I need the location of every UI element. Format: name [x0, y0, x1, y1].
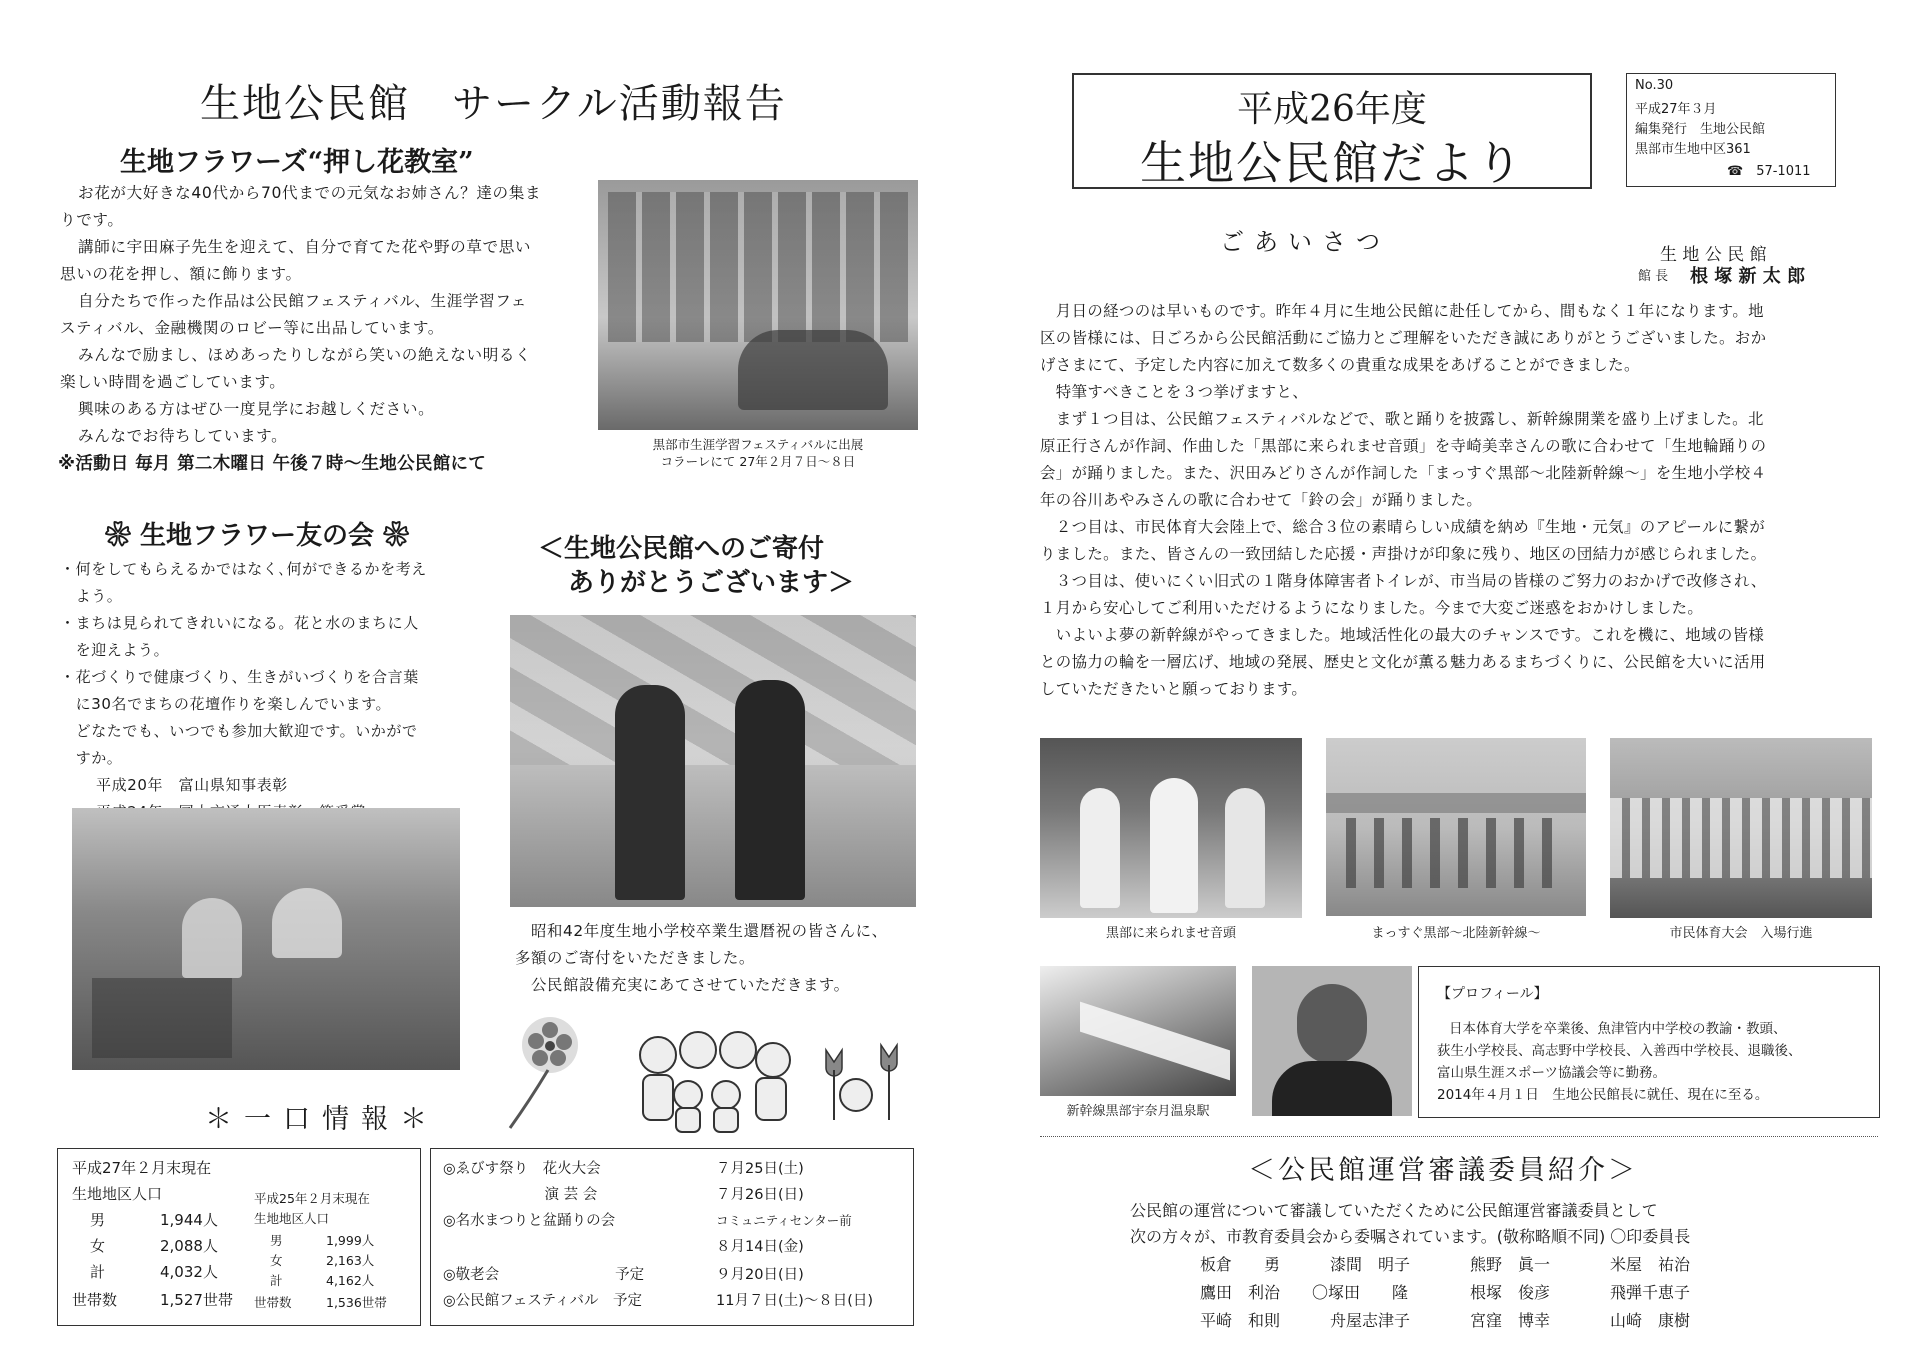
- event-date: ８月14日(金): [716, 1239, 804, 1255]
- friends-line: ・まちは見られてきれいになる。花と水のまちに人: [60, 614, 419, 632]
- masthead-box: [1072, 73, 1592, 189]
- event-name: ◎公民館フェスティバル 予定: [443, 1293, 642, 1309]
- sports-parade-photo: [1610, 738, 1872, 918]
- station-photo-caption: 新幹線黒部宇奈月温泉駅: [1066, 1104, 1210, 1119]
- donation-line: 公民館設備充実にあてさせていただきます。: [531, 976, 850, 994]
- flowers-schedule: ※活動日 毎月 第二木曜日 午後７時～生地公民館にて: [58, 454, 487, 474]
- greeting-director-title: 館 長: [1638, 269, 1669, 284]
- member: 宮窪 博幸: [1470, 1311, 1551, 1330]
- flowers-line: りです。: [60, 211, 124, 229]
- friends-line: ・花づくりで健康づくり、生きがいづくりを合言葉: [60, 668, 419, 686]
- event-name: ◎敬老会 予定: [443, 1267, 645, 1283]
- greeting-line: いよいよ夢の新幹線がやってきました。地域活性化の最大のチャンスです。これを機に、地域の皆様: [1040, 626, 1765, 644]
- flowers-line: 楽しい時間を過ごしています。: [60, 373, 286, 391]
- shinkansen-dance-photo: [1326, 738, 1586, 916]
- station-photo: [1040, 966, 1236, 1096]
- profile-heading: 【プロフィール】: [1437, 986, 1548, 1002]
- greeting-org: 生 地 公 民 館: [1660, 245, 1767, 265]
- profile-line: 日本体育大学を卒業後、魚津管内中学校の教諭・教頭、: [1449, 1021, 1787, 1037]
- issue-phone: ☎ 57-1011: [1727, 164, 1811, 179]
- pop2-total-value: 4,162人: [326, 1273, 375, 1288]
- profile-box: [1418, 966, 1880, 1118]
- greeting-line: 原正行さんが作詞、作曲した「黒部に来られませ音頭」を寺崎美幸さんの歌に合わせて「生地輪踊りの: [1040, 437, 1767, 455]
- issue-publisher: 編集発行 生地公民館: [1635, 122, 1766, 137]
- donation-heading-line1: ＜生地公民館へのご寄付: [538, 534, 825, 564]
- info-heading: ＊一口情報＊: [205, 1104, 439, 1135]
- pop-female-value: 2,088人: [160, 1237, 218, 1255]
- flowers-line: お花が大好きな40代から70代までの元気なお姉さん？達の集ま: [78, 184, 542, 202]
- friends-line: すか。: [60, 749, 123, 767]
- donation-line: 多額のご寄付をいただきました。: [515, 949, 755, 967]
- issue-address: 黒部市生地中区361: [1635, 142, 1751, 157]
- dance-photo: [1040, 738, 1302, 918]
- committee-intro: 次の方々が、市教育委員会から委嘱されています。(敬称略順不同) 〇印委員長: [1130, 1227, 1691, 1246]
- friends-line: に30名でまちの花壇作りを楽しんでいます。: [60, 695, 392, 713]
- greeting-line: りました。また、皆さんの一致団結した応援・声掛けが印象に残り、地区の団結力が感じられました。: [1040, 545, 1767, 563]
- pop-total-value: 4,032人: [160, 1263, 218, 1281]
- member: 鷹田 利治: [1200, 1283, 1281, 1302]
- sports-parade-caption: 市民体育大会 入場行進: [1669, 926, 1813, 941]
- pop-female-label: 女: [90, 1237, 106, 1255]
- masthead-year: 平成26年度: [1237, 89, 1427, 130]
- donation-photo: [510, 615, 916, 907]
- exhibition-photo-caption: 黒部市生涯学習フェスティバルに出展 コラーレにて 27年２月７日～８日: [652, 437, 864, 469]
- pop-date: 平成27年２月末現在: [72, 1159, 212, 1177]
- member: 舟屋志津子: [1330, 1311, 1411, 1330]
- pop2-date: 平成25年２月末現在: [254, 1191, 370, 1206]
- committee-intro: 公民館の運営について審議していただくために公民館運営審議委員として: [1130, 1201, 1658, 1220]
- shinkansen-dance-caption: まっすぐ黒部～北陸新幹線～: [1371, 926, 1541, 941]
- event-name: ◎ゑびす祭り 花火大会: [443, 1161, 601, 1177]
- pop-male-value: 1,944人: [160, 1211, 218, 1229]
- flowers-line: みんなでお待ちしています。: [78, 427, 288, 445]
- greeting-heading: ごあいさつ: [1220, 228, 1390, 256]
- event-name: 演 芸 会: [443, 1187, 598, 1203]
- member: 根塚 俊彦: [1470, 1283, 1551, 1302]
- flowers-text: [60, 180, 590, 450]
- households-value: 1,527世帯: [160, 1291, 233, 1309]
- tulip-illustration: [806, 1040, 916, 1125]
- greeting-line: １月から安心してご利用いただけるようになりました。今まで大変ご迷惑をおかけしました。: [1040, 599, 1704, 617]
- issue-date: 平成27年３月: [1635, 102, 1717, 117]
- greeting-line: 会」が踊りました。また、沢田みどりさんが作詞した「まっすぐ黒部～北陸新幹線～」を生地小学校４: [1040, 464, 1767, 482]
- population-box: [57, 1148, 421, 1326]
- pop2-male-value: 1,999人: [326, 1233, 375, 1248]
- greeting-line: 特筆すべきことを３つ挙げますと、: [1040, 383, 1309, 401]
- pop2-female-value: 2,163人: [326, 1253, 375, 1268]
- households-label: 世帯数: [72, 1291, 118, 1309]
- section-divider: [1040, 1136, 1878, 1137]
- greeting-text: [1040, 298, 1880, 703]
- event-date: ７月25日(土): [716, 1161, 804, 1177]
- greeting-line: ２つ目は、市民体育大会陸上で、総合３位の素晴らしい成績を納め『生地・元気』のアピールに繋が: [1040, 518, 1766, 536]
- flowers-line: 興味のある方はぜひ一度見学にお越しください。: [78, 400, 435, 418]
- pop2-total-label: 計: [270, 1273, 283, 1288]
- event-date: コミュニティセンター前: [716, 1213, 852, 1228]
- member: 板倉 勇: [1200, 1255, 1281, 1274]
- flowers-line: 講師に宇田麻子先生を迎えて、自分で育てた花や野の草で思い: [78, 238, 532, 256]
- greeting-line: との協力の輪を一層広げ、地域の発展、歴史と文化が薫る魅力あるまちづくりに、公民館を大いに活用: [1040, 653, 1766, 671]
- greeting-line: 年の谷川あやみさんの歌に合わせて「鈴の会」が踊りました。: [1040, 491, 1483, 509]
- greeting-line: ３つ目は、使いにくい旧式の１階身体障害者トイレが、市当局の皆様のご努力のおかげで改修され、: [1040, 572, 1767, 590]
- issue-number: No.30: [1635, 78, 1674, 93]
- greeting-line: していただきたいと願っております。: [1040, 680, 1308, 698]
- flowers-line: スティバル、金融機関のロビー等に出品しています。: [60, 319, 444, 337]
- flowers-heading: 生地フラワーズ“押し花教室”: [120, 147, 474, 178]
- pop-male-label: 男: [90, 1211, 106, 1229]
- events-box: [430, 1148, 914, 1326]
- flowers-line: みんなで励まし、ほめあったりしながら笑いの絶えない明るく: [78, 346, 532, 364]
- member: 平崎 和則: [1200, 1311, 1281, 1330]
- greeting-line: げさまにて、予定した内容に加えて数多くの貴重な成果をあげることができました。: [1040, 356, 1640, 374]
- profile-line: 荻生小学校長、高志野中学校長、入善西中学校長、退職後、: [1437, 1043, 1802, 1059]
- pop-label: 生地地区人口: [72, 1185, 163, 1203]
- friends-line: よう。: [60, 587, 123, 605]
- pop2-female-label: 女: [270, 1253, 283, 1268]
- exhibition-photo: [598, 180, 918, 430]
- masthead-title: 生地公民館だより: [1140, 136, 1524, 190]
- member: 飛弾千恵子: [1610, 1283, 1691, 1302]
- greeting-line: 区の皆様には、日ごろから公民館活動にご協力とご理解をいただき誠にありがとうございました。おか: [1040, 329, 1767, 347]
- member: 熊野 眞一: [1470, 1255, 1551, 1274]
- event-date: ７月26日(日): [716, 1187, 804, 1203]
- donation-heading-line2: ありがとうございます＞: [568, 568, 855, 598]
- committee-heading: ＜公民館運営審議委員紹介＞: [1248, 1155, 1638, 1186]
- friends-line: ・何をしてもらえるかではなく､何ができるかを考え: [60, 560, 427, 578]
- flowers-line: 思いの花を押し、額に飾ります。: [60, 265, 302, 283]
- award-line: 平成20年 富山県知事表彰: [96, 776, 288, 794]
- households2-value: 1,536世帯: [326, 1295, 387, 1310]
- friends-line: どなたでも、いつでも参加大歓迎です。いかがで: [60, 722, 418, 740]
- event-name: ◎名水まつりと盆踊りの会: [443, 1213, 616, 1229]
- profile-line: 富山県生涯スポーツ協議会等に勤務。: [1437, 1065, 1666, 1081]
- member: 米屋 祐治: [1610, 1255, 1691, 1274]
- issue-info-box: [1626, 73, 1836, 187]
- pop2-male-label: 男: [270, 1233, 283, 1248]
- donation-line: 昭和42年度生地小学校卒業生還暦祝の皆さんに、: [531, 922, 888, 940]
- greeting-line: 月日の経つのは早いものです。昨年４月に生地公民館に赴任してから、間もなく１年になります。地: [1040, 302, 1764, 320]
- garden-photo: [72, 808, 460, 1070]
- people-illustration: [628, 1020, 798, 1135]
- households2-label: 世帯数: [254, 1295, 292, 1310]
- member: 〇塚田 隆: [1312, 1283, 1409, 1302]
- profile-line: 2014年４月１日 生地公民館長に就任、現在に至る。: [1437, 1087, 1769, 1103]
- event-date: ９月20日(日): [716, 1267, 804, 1283]
- friends-text: [60, 556, 490, 826]
- event-date: 11月７日(土)～８日(日): [716, 1293, 874, 1309]
- friends-heading: ❀ 生地フラワー友の会 ❀: [105, 521, 410, 551]
- director-portrait: [1252, 966, 1412, 1116]
- member: 山崎 康樹: [1610, 1311, 1691, 1330]
- greeting-line: まず１つ目は、公民館フェスティバルなどで、歌と踊りを披露し、新幹線開業を盛り上げました。北: [1040, 410, 1764, 428]
- flower-illustration: [500, 1010, 590, 1130]
- pop2-label: 生地地区人口: [254, 1211, 330, 1226]
- flowers-line: 自分たちで作った作品は公民館フェスティバル、生涯学習フェ: [78, 292, 527, 310]
- circle-report-title: 生地公民館 サークル活動報告: [200, 81, 787, 127]
- dance-photo-caption: 黒部に来られませ音頭: [1105, 926, 1236, 941]
- pop-total-label: 計: [90, 1263, 106, 1281]
- donation-text: [515, 918, 935, 999]
- friends-line: を迎えよう。: [60, 641, 170, 659]
- greeting-director-name: 根 塚 新 太 郎: [1690, 266, 1806, 287]
- member: 漆間 明子: [1330, 1255, 1411, 1274]
